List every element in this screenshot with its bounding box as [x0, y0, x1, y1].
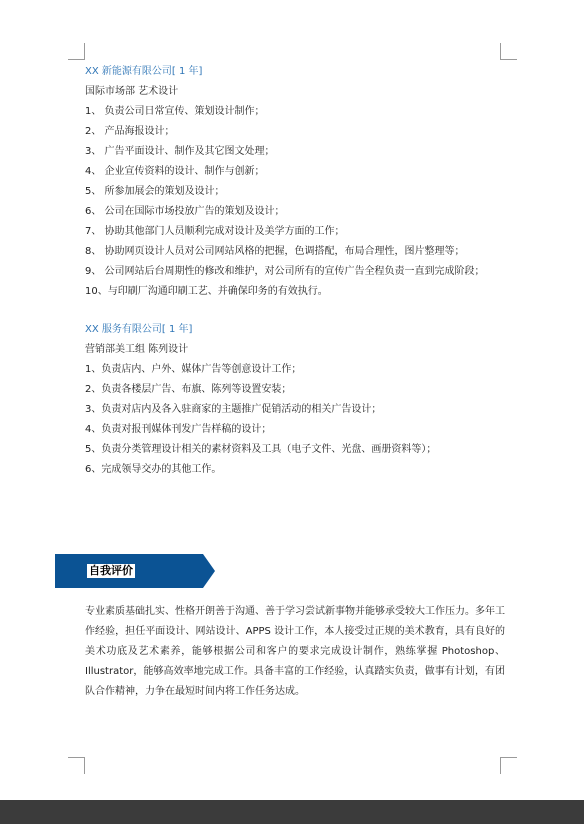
- self-eval-banner: [55, 554, 215, 588]
- job-role: 国际市场部 艺术设计: [85, 86, 179, 97]
- page-corner-mark-top-right: [500, 43, 517, 60]
- page-corner-mark-bottom-right: [500, 757, 517, 774]
- job-entry: [85, 320, 505, 480]
- page-corner-mark-top-left: [68, 43, 85, 60]
- duty-item: 6、 公司在国际市场投放广告的策划及设计；: [85, 206, 285, 217]
- duty-item: 8、 协助网页设计人员对公司网站风格的把握，色调搭配，布局合理性，图片整理等；: [85, 246, 465, 257]
- duty-item: 3、 广告平面设计、制作及其它图文处理；: [85, 146, 275, 157]
- bottom-toolbar: [0, 800, 584, 824]
- duty-item: 6、完成领导交办的其他工作。: [85, 464, 222, 475]
- banner-arrow-shape: [55, 554, 215, 588]
- company-name: XX 新能源有限公司[ 1 年]: [85, 66, 203, 77]
- duty-item: 10、与印刷厂沟通印刷工艺、并确保印务的有效执行。: [85, 286, 328, 297]
- duty-item: 4、负责对报刊媒体刊发广告样稿的设计；: [85, 424, 272, 435]
- duty-item: 4、 企业宣传资料的设计、制作与创新；: [85, 166, 265, 177]
- job-entry: [85, 62, 505, 302]
- duty-item: 1、负责店内、户外、媒体广告等创意设计工作；: [85, 364, 302, 375]
- company-name: XX 服务有限公司[ 1 年]: [85, 324, 193, 335]
- duty-item: 2、负责各楼层广告、布旗、陈列等设置安装；: [85, 384, 292, 395]
- job-role: 营销部美工组 陈列设计: [85, 344, 189, 355]
- page-corner-mark-bottom-left: [68, 757, 85, 774]
- self-eval-title: 自我评价: [89, 564, 133, 577]
- duty-item: 9、 公司网站后台周期性的修改和维护，对公司所有的宣传广告全程负责一直到完成阶段；: [85, 266, 485, 277]
- self-eval-text: 专业素质基础扎实、性格开朗善于沟通、善于学习尝试新事物并能够承受较大工作压力。多年工作经验，担任平面设计、网站设计、APPS 设计工作，本人接受过正规的美术教育，具有良好的美术功底及艺术素养，能够根据公司和客户的要求完成设计制作，熟练掌握 Photoshop、Illustrator，能够高效率地完成工作。具备丰富的工作经验，认真踏实负责，做事有计划，有团队合作精神，力争在最短时间内将工作任务达成。: [85, 606, 505, 697]
- duty-item: 1、 负责公司日常宣传、策划设计制作；: [85, 106, 265, 117]
- duty-item: 2、 产品海报设计；: [85, 126, 175, 137]
- duty-item: 3、负责对店内及各入驻商家的主题推广促销活动的相关广告设计；: [85, 404, 382, 415]
- work-experience-section: [85, 62, 505, 480]
- duty-item: 7、 协助其他部门人员顺利完成对设计及美学方面的工作；: [85, 226, 345, 237]
- duty-item: 5、 所参加展会的策划及设计；: [85, 186, 225, 197]
- duty-item: 5、负责分类管理设计相关的素材资料及工具（电子文件、光盘、画册资料等）；: [85, 444, 437, 455]
